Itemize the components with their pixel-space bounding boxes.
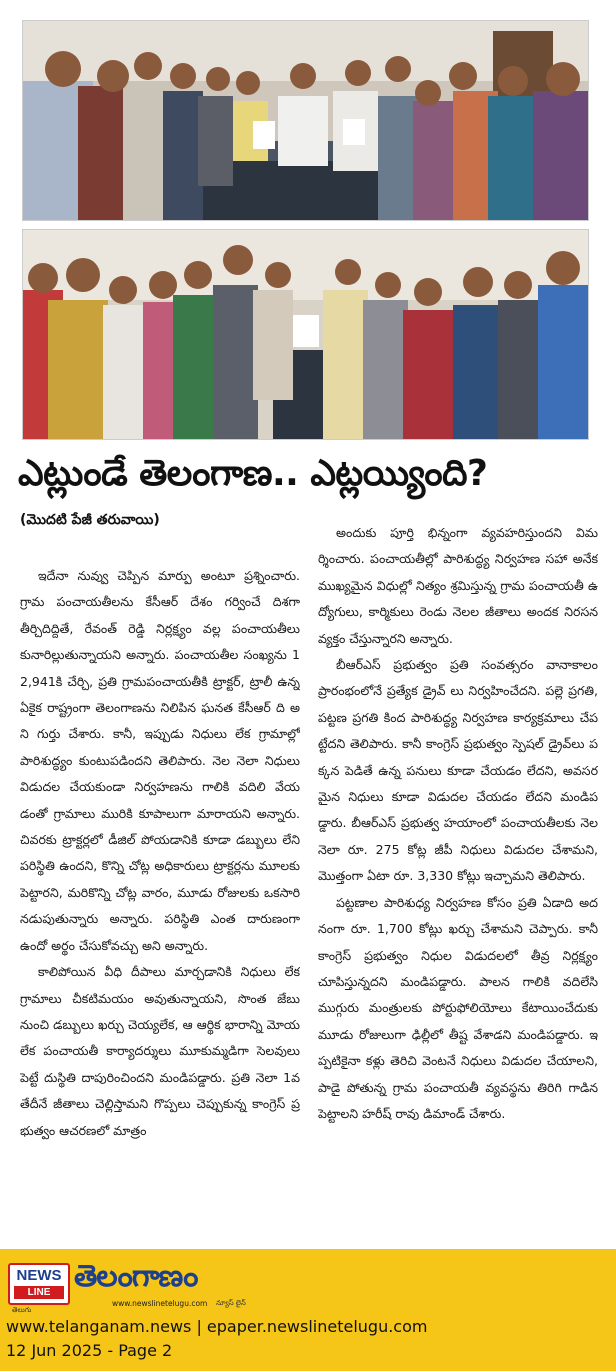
group-photo-illustration — [23, 21, 588, 220]
article-paragraph: కాలిపోయిన వీధి దీపాలు మార్చడానికి నిధులు లేక గ్రామాలు చీకటిమయం అవుతున్నాయని, సొంత జేబు నుంచి డబ్బులు ఖర్చు చెయ్యలేక, ఆ ఆర్థిక భారాన్ని మోయలేక పంచాయతీ కార్యాదర్శులు మూకుమ్మడిగా సెలవులు పెట్టే దుస్థితి దాపురించిందని మండిపడ్డారు. ప్రతి నెలా 1వ తేదీనే జీతాలు చెల్లిస్తామని గొప్పలు చెప్పుకున్న కాంగ్రెస్ ప్రభుత్వం ఆచరణలో మాత్రం — [20, 964, 300, 1138]
telanganam-logo: తెలంగాణం — [74, 1259, 198, 1294]
article-paragraph: ఇదేనా నువ్వు చెప్పిన మార్పు అంటూ ప్రశ్నించారు. గ్రామ పంచాయతీలను కేసీఆర్ దేశం గర్వించే దిశగా తీర్చిదిద్దితే, రేవంత్ రెడ్డి నిర్లక్ష్యం వల్ల పంచాయతీలు కునారిల్లుతున్నాయని అన్నారు. పంచాయతీల సంఖ్యను 12,941కి చేర్చి, ప్రతి గ్రామపంచాయతీకి ట్రాక్టర్, ట్రాలీ ఉన్న ఏకైక రాష్ట్రంగా తెలంగాణను నిలిపిన ఘనత కేసీఆర్ ది అని గుర్తు చేశారు. కానీ, ఇప్పుడు నిధులు లేక గ్రామాల్లో పారిశుద్ధ్యం కుంటుపడిందని తెలిపారు. నెల నెలా నిధులు విడుదల చేయకుండా నిర్వహణను గాలికి వదిలి వేయడంతో గ్రామాలు మురికి కూపాలుగా మారాయని అన్నారు. చివరకు ట్రాక్టర్లలో డీజిల్ పోయడానికి కూడా డబ్బులు లేని పరిస్థితి ఉందని, కొన్ని చోట్ల అధికారులు ట్రాక్టర్లను మూలకు పెట్టారని, మరికొన్ని చోట్ల వారం, మూడు రోజులకు ఒకసారి నడుపుతున్నారు అన్నారు. పరిస్థితి ఎంత దారుణంగా ఉందో అర్థం చేసుకోవచ్చు అని అన్నారు. — [20, 568, 300, 953]
footer-websites[interactable]: www.telanganam.news | epaper.newslinetelugu.com — [6, 1317, 428, 1336]
logo-tagline: న్యూస్ లైన్ — [216, 1299, 246, 1307]
article-paragraph: పట్టణాల పారిశుధ్య నిర్వహణ కోసం ప్రతి ఏడాది అదనంగా రూ. 1,700 కోట్లు ఖర్చు చేశామని చెప్పారు. కానీ కాంగ్రెస్ ప్రభుత్వం నిధుల విడుదలలో తీవ్ర నిర్లక్ష్యం చూపిస్తున్నదని మండిపడ్డారు. పాలన గాలికి వదిలేసి ముగ్గురు మంత్రులకు పోర్టుఫోలియోలు కేటాయించేదుకు మూడు రోజులుగా ఢిల్లీలో తీష్ట వేశాడని మండిపడ్డారు. ఇప్పటికైనా కళ్లు తెరిచి వెంటనే నిధులు విడుదల చేయాలని, పాడై పోతున్న గ్రామ పంచాయతీ వ్యవస్థను తిరిగి గాడిన పెట్టాలని హరీష్ రావు డిమాండ్ చేశారు. — [318, 894, 598, 1121]
article-headline: ఎట్లుండే తెలంగాణ.. ఎట్లయ్యింది? — [18, 453, 488, 494]
page-footer — [0, 1249, 616, 1371]
article-column-right — [318, 520, 598, 1240]
article-paragraph: అందుకు పూర్తి భిన్నంగా వ్యవహరిస్తుందని విమర్శించారు. పంచాయతీల్లో పారిశుద్ధ్య నిర్వహణ సహా అనేక ముఖ్యమైన విధుల్లో నిత్యం శ్రమిస్తున్న గ్రామ పంచాయతీ ఉద్యోగులు, కార్మికులు రెండు నెలల జీతాలు అందక నిరసన వ్యక్తం చేస్తున్నారని అన్నారు. — [318, 525, 598, 646]
article-column-left — [20, 563, 300, 1233]
logo-subtext: తెలుగు — [12, 1306, 32, 1314]
logo-line-text: LINE — [14, 1286, 64, 1299]
news-photo-bottom — [22, 229, 589, 440]
logo-url: www.newslinetelugu.com — [112, 1299, 208, 1308]
article-paragraph: బీఆర్ఎస్ ప్రభుత్వం ప్రతి సంవత్సరం వానాకాలం ప్రారంభంలోనే ప్రత్యేక డ్రైవ్ లు నిర్వహించేదని. పల్లె ప్రగతి, పట్టణ ప్రగతి కింద పారిశుద్ధ్య నిర్వహణ కార్యక్రమాలు చేపట్టేదని తెలిపారు. కానీ కాంగ్రెస్ ప్రభుత్వం స్పెషల్ డ్రైవ్‌లు పక్కన పెడితే ఉన్న పనులు కూడా చేయడం లేదని, అవసరమైన నిధులు కూడా విడుదల చేయడం లేదని మండిపడ్డారు. బీఆర్ఎస్ ప్రభుత్వ హయాంలో పంచాయతీలకు నెల నెలా రూ. 275 కోట్ల జీపీ నిధులు విడుదల చేశామని, మొత్తంగా ఏటా రూ. 3,330 కోట్లు ఇచ్చామని తెలిపారు. — [318, 657, 598, 884]
news-photo-top — [22, 20, 589, 221]
logo-news-text: NEWS — [16, 1267, 62, 1284]
group-photo-illustration — [23, 230, 588, 439]
continued-from-byline: (మొదటి పేజీ తరువాయి) — [20, 512, 160, 528]
footer-date-page: 12 Jun 2025 - Page 2 — [6, 1341, 173, 1360]
newsline-logo — [8, 1263, 70, 1305]
